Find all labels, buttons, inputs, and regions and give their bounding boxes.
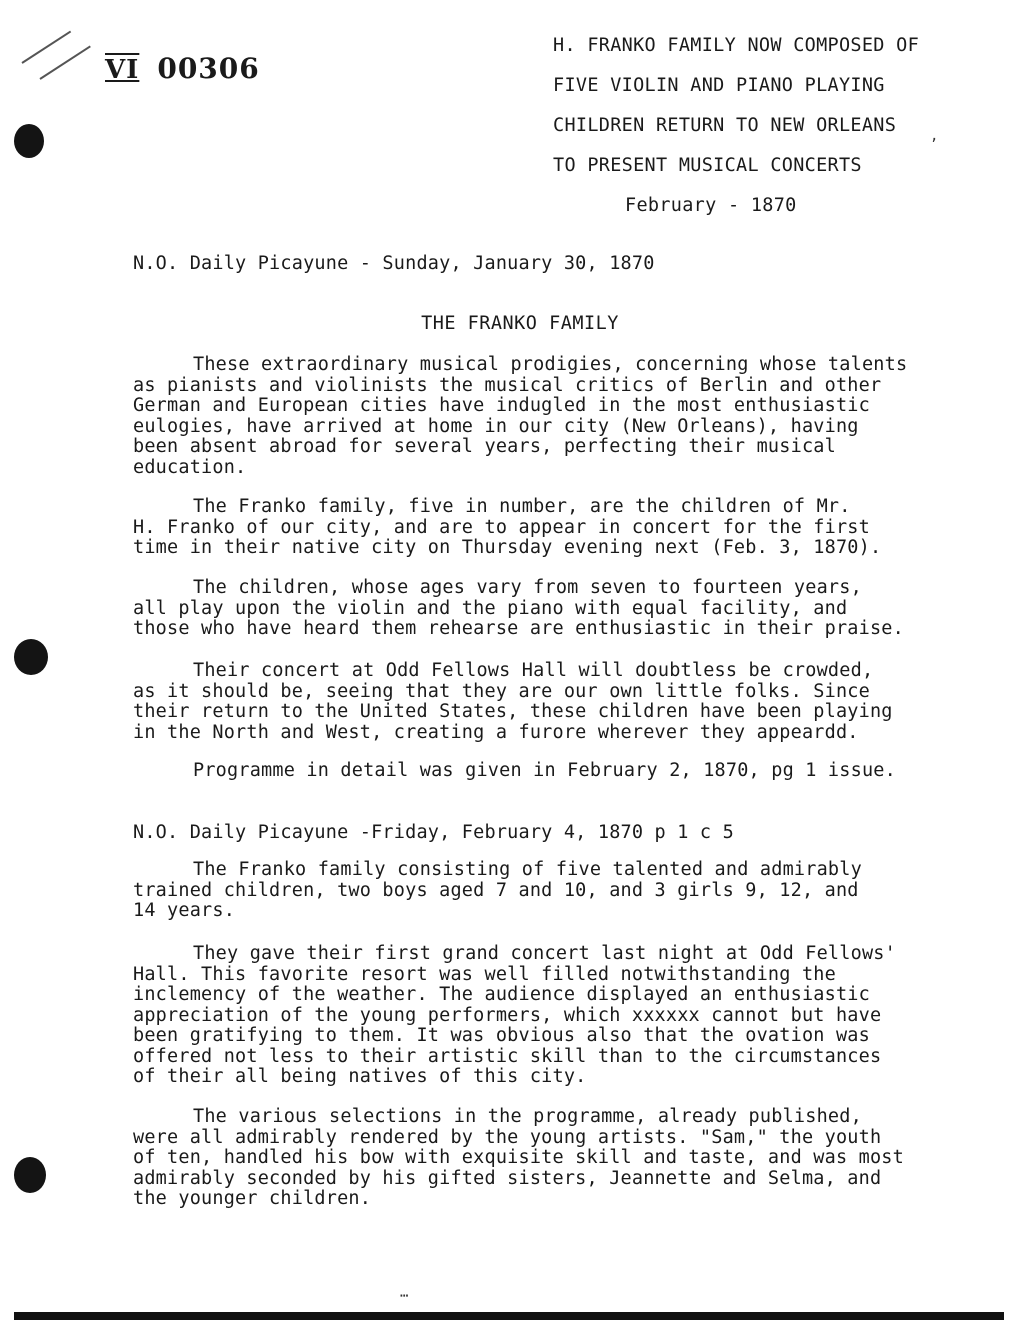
pen-slash	[21, 31, 71, 64]
text-line: been absent abroad for several years, perfecting their musical	[133, 436, 836, 457]
text-line: been gratifying to them. It was obvious also that the ovation was	[133, 1025, 870, 1046]
text-line: eulogies, have arrived at home in our city (New Orleans), having	[133, 415, 859, 437]
text-line: The Franko family consisting of five talented and admirably	[193, 859, 862, 880]
text-line: The children, whose ages vary from seven to fourteen years,	[193, 577, 862, 598]
article-2-paragraph-2	[133, 944, 963, 1088]
text-line: as pianists and violinists the musical critics of Berlin and other	[133, 374, 882, 396]
archive-marker-number: 00306	[157, 52, 260, 85]
scan-speck: ⋯	[400, 1288, 409, 1304]
punch-hole-top	[14, 124, 44, 158]
text-line: were all admirably rendered by the young artists. "Sam," the youth	[133, 1126, 882, 1148]
article-2-paragraph-1	[133, 860, 963, 922]
text-line: the younger children.	[133, 1188, 372, 1209]
text-line: inclemency of the weather. The audience displayed an enthusiastic	[133, 984, 870, 1005]
article-2-paragraph-3	[133, 1107, 963, 1210]
article-1-paragraph-4	[133, 661, 963, 743]
text-line: The Franko family, five in number, are the children of Mr.	[193, 496, 851, 517]
text-line: in the North and West, creating a furore wherever they appeardd.	[133, 721, 859, 743]
text-line: education.	[133, 456, 247, 478]
text-line: trained children, two boys aged 7 and 10, and 3 girls 9, 12, and	[133, 879, 859, 901]
text-line: of their all being natives of this city.	[133, 1066, 587, 1087]
article-1-paragraph-1	[133, 355, 963, 478]
text-line: They gave their first grand concert last night at Odd Fellows'	[193, 943, 896, 964]
article-1-title: THE FRANKO FAMILY	[421, 313, 619, 334]
document-heading	[553, 26, 993, 226]
text-line: 14 years.	[133, 900, 236, 921]
text-line: Programme in detail was given in February 2, 1870, pg 1 issue.	[193, 760, 896, 781]
text-line: of ten, handled his bow with exquisite skill and taste, and was most	[133, 1147, 904, 1168]
article-2-source: N.O. Daily Picayune -Friday, February 4, 1870 p 1 c 5	[133, 822, 734, 843]
text-line: H. Franko of our city, and are to appear in concert for the first	[133, 516, 870, 538]
article-1-source: N.O. Daily Picayune - Sunday, January 30, 1870	[133, 253, 655, 274]
text-line: Hall. This favorite resort was well filled notwithstanding the	[133, 963, 836, 985]
text-line: The various selections in the programme, already published,	[193, 1106, 862, 1127]
scan-speck: ,	[930, 128, 939, 144]
text-line: These extraordinary musical prodigies, concerning whose talents	[193, 354, 908, 375]
heading-line: TO PRESENT MUSICAL CONCERTS	[553, 155, 862, 176]
text-line: all play upon the violin and the piano with equal facility, and	[133, 597, 848, 619]
article-1-paragraph-2	[133, 497, 963, 559]
archive-marker-roman: VI	[105, 55, 140, 85]
punch-hole-middle	[14, 639, 48, 675]
heading-line: CHILDREN RETURN TO NEW ORLEANS	[553, 115, 897, 136]
text-line: Their concert at Odd Fellows Hall will doubtless be crowded,	[193, 660, 874, 681]
text-line: time in their native city on Thursday evening next (Feb. 3, 1870).	[133, 537, 882, 558]
pen-slash	[39, 45, 90, 79]
text-line: admirably seconded by his gifted sisters, Jeannette and Selma, and	[133, 1167, 882, 1189]
text-line: as it should be, seeing that they are our own little folks. Since	[133, 680, 870, 702]
punch-hole-bottom	[14, 1157, 46, 1193]
text-line: offered not less to their artistic skill than to the circumstances	[133, 1045, 882, 1067]
heading-date: February - 1870	[625, 195, 797, 216]
text-line: appreciation of the young performers, which xxxxxx cannot but have	[133, 1004, 882, 1026]
text-line: those who have heard them rehearse are enthusiastic in their praise.	[133, 618, 904, 639]
heading-line: H. FRANKO FAMILY NOW COMPOSED OF	[553, 35, 920, 56]
article-1-paragraph-3	[133, 578, 963, 640]
text-line: German and European cities have indugled in the most enthusiastic	[133, 395, 870, 416]
article-1-paragraph-5	[133, 761, 963, 782]
text-line: their return to the United States, these children have been playing	[133, 701, 893, 722]
heading-line: FIVE VIOLIN AND PIANO PLAYING	[553, 75, 885, 96]
archive-marker	[105, 52, 260, 85]
bottom-edge-rule	[14, 1312, 1004, 1320]
